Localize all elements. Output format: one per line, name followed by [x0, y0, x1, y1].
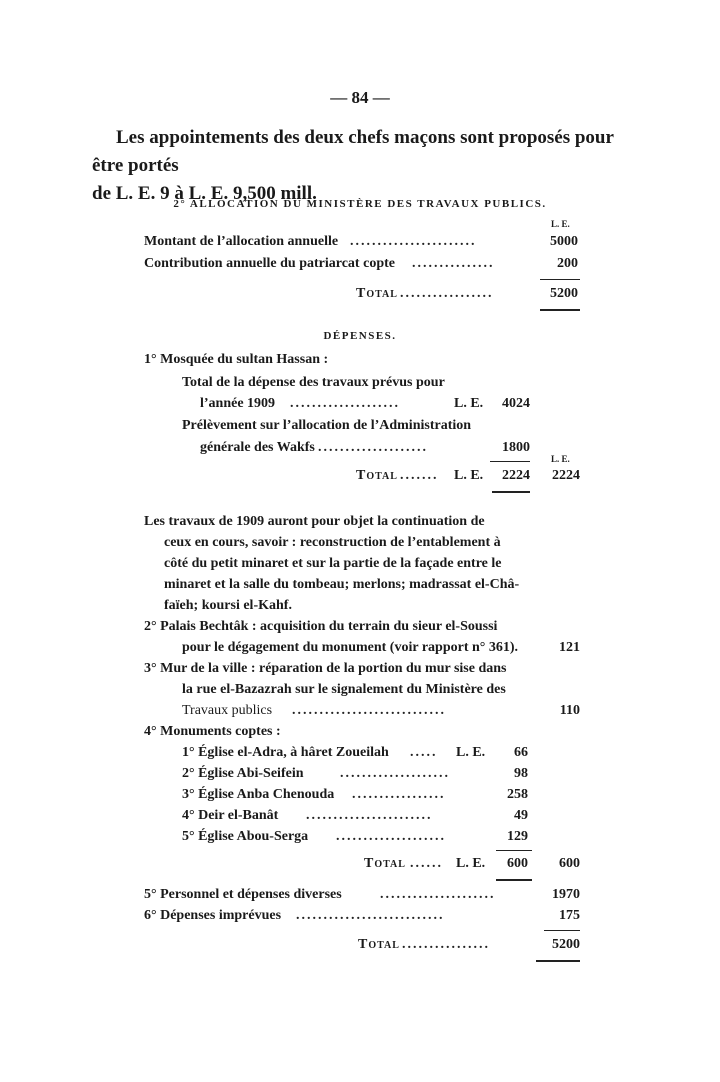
intro-line-1: Les appointements des deux chefs maçons sont proposés pour être portés: [92, 127, 614, 176]
coptes-item-value: 49: [514, 808, 528, 823]
leader-dots: .....: [410, 745, 438, 760]
other-item-value: 1970: [552, 887, 580, 902]
leader-dots: .................: [400, 286, 494, 301]
total-rule: [496, 879, 532, 881]
coptes-total-value: 600: [507, 856, 528, 871]
palais-value: 121: [559, 640, 580, 655]
coptes-item-label: 1° Église el-Adra, à hâret Zoueilah: [182, 745, 389, 760]
leader-dots: .......................: [306, 808, 433, 823]
mosque-total-label: Total: [356, 468, 398, 483]
mosque-line: l’année 1909: [200, 396, 276, 411]
works-line: minaret et la salle du tombeau; merlons; madrassat el-Châ-: [164, 577, 520, 592]
expenses-heading: DÉPENSES.: [323, 330, 397, 342]
mur-line: la rue el-Bazazrah sur le signalement du Ministère des: [182, 682, 506, 697]
mosque-title: 1° Mosquée du sultan Hassan :: [144, 352, 329, 367]
intro-paragraph: [92, 124, 637, 208]
le-label: L. E.: [454, 468, 484, 483]
coptes-item-label: 2° Église Abi-Seifein: [182, 766, 304, 781]
mosque-value: 1800: [502, 440, 530, 455]
unit-label: L. E.: [551, 454, 570, 464]
le-label: L. E.: [454, 396, 484, 411]
coptes-item-value: 66: [514, 745, 528, 760]
allocation-heading: 2° ALLOCATION DU MINISTÈRE DES TRAVAUX PUBLICS.: [173, 198, 547, 210]
coptes-item-label: 4° Deir el-Banât: [182, 808, 279, 823]
leader-dots: .................: [352, 787, 446, 802]
mosque-line: Prélèvement sur l’allocation de l’Administration: [182, 418, 472, 433]
other-item-label: 5° Personnel et dépenses diverses: [144, 887, 342, 902]
leader-dots: ....................: [336, 829, 446, 844]
intro-line-2: de L. E. 9 à L. E. 9,500 mill.: [92, 183, 317, 204]
sum-rule: [544, 930, 580, 931]
leader-dots: .......: [400, 468, 439, 483]
other-total-value: 5200: [552, 937, 580, 952]
mosque-total-value: 2224: [502, 468, 530, 483]
works-line: ceux en cours, savoir : reconstruction de l’entablement à: [164, 535, 501, 550]
leader-dots: ...............: [412, 256, 495, 271]
coptes-item-label: 3° Église Anba Chenouda: [182, 787, 335, 802]
leader-dots: .......................: [350, 234, 477, 249]
leader-dots: ............................: [292, 703, 446, 718]
mosque-value: 4024: [502, 396, 530, 411]
mosque-right-value: 2224: [552, 468, 580, 483]
leader-dots: .....................: [380, 887, 496, 902]
coptes-item-label: 5° Église Abou-Serga: [182, 829, 309, 844]
sum-rule: [540, 279, 580, 280]
works-line: Les travaux de 1909 auront pour objet la continuation de: [144, 514, 485, 529]
leader-dots: ....................: [340, 766, 450, 781]
page-number: — 84 —: [330, 88, 390, 107]
other-item-label: 6° Dépenses imprévues: [144, 908, 282, 923]
allocation-row-value: 5000: [550, 234, 578, 249]
coptes-item-value: 129: [507, 829, 528, 844]
leader-dots: ...........................: [296, 908, 445, 923]
works-line: côté du petit minaret et sur la partie de la façade entre le: [164, 556, 502, 571]
leader-dots: ................: [402, 937, 490, 952]
palais-line: pour le dégagement du monument (voir rapport n° 361).: [182, 640, 519, 655]
mur-line: 3° Mur de la ville : réparation de la portion du mur sise dans: [144, 661, 507, 676]
leader-dots: ......: [410, 856, 443, 871]
total-rule: [540, 309, 580, 311]
allocation-row-label: Contribution annuelle du patriarcat copte: [144, 256, 395, 271]
coptes-item-value: 258: [507, 787, 528, 802]
coptes-right-value: 600: [559, 856, 580, 871]
works-line: faïeh; koursi el-Kahf.: [164, 598, 292, 613]
coptes-item-value: 98: [514, 766, 528, 781]
mur-line: Travaux publics: [182, 703, 273, 718]
le-label: L. E.: [456, 856, 486, 871]
le-label: L. E.: [456, 745, 486, 760]
allocation-total-value: 5200: [550, 286, 578, 301]
total-rule: [492, 491, 530, 493]
leader-dots: ....................: [290, 396, 400, 411]
coptes-total-label: Total: [364, 856, 406, 871]
sum-rule: [490, 461, 530, 462]
mosque-line: générale des Wakfs: [200, 440, 315, 455]
allocation-total-label: Total: [356, 286, 398, 301]
total-rule: [536, 960, 580, 962]
other-item-value: 175: [559, 908, 580, 923]
allocation-row-label: Montant de l’allocation annuelle: [144, 234, 339, 249]
unit-label: L. E.: [551, 219, 570, 229]
palais-line: 2° Palais Bechtâk : acquisition du terrain du sieur el-Soussi: [144, 619, 498, 634]
allocation-row-value: 200: [557, 256, 578, 271]
mur-value: 110: [559, 703, 580, 718]
coptes-title: 4° Monuments coptes :: [144, 724, 281, 739]
other-total-label: Total: [358, 937, 400, 952]
mosque-line: Total de la dépense des travaux prévus pour: [182, 375, 445, 390]
leader-dots: ....................: [318, 440, 428, 455]
sum-rule: [496, 850, 532, 851]
